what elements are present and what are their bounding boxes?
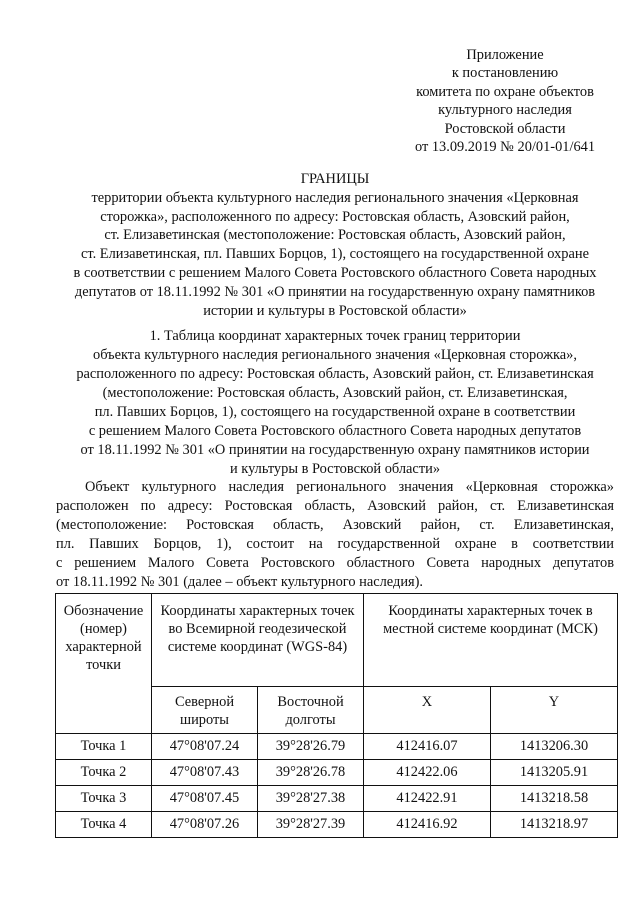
paragraph-line: расположен по адресу: Ростовская область, Азовский район, ст. Елизаветинская: [56, 498, 614, 514]
point-x: 412422.06: [364, 760, 491, 786]
appendix-line: комитета по охране объектов: [416, 83, 594, 100]
point-lat: 47°08'07.26: [152, 812, 258, 838]
section-line: расположенного по адресу: Ростовская область, Азовский район, ст. Елизаветинская: [76, 366, 594, 382]
title-line: в соответствии с решением Малого Совета Ростовского областного Совета народных: [73, 264, 597, 281]
header-x: X: [364, 687, 491, 734]
paragraph-line: с решением Малого Совета Ростовского областного Совета народных депутатов: [56, 555, 614, 571]
header-lon: Восточной долготы: [258, 687, 364, 734]
section-title: [40, 327, 630, 479]
section-line: и культуры в Ростовской области»: [229, 461, 441, 477]
appendix-line: от 13.09.2019 № 20/01-01/641: [414, 139, 596, 156]
paragraph-line: от 18.11.1992 № 301 (далее – объект культурного наследия).: [56, 574, 424, 590]
title-line: депутатов от 18.11.1992 № 301 «О принятии на государственную охрану памятников: [74, 283, 596, 300]
paragraph-line: Объект культурного наследия регионального значения «Церковная сторожка»: [85, 479, 614, 495]
point-name: Точка 4: [56, 812, 152, 838]
table-row: [56, 812, 618, 838]
title-line: территории объекта культурного наследия регионального значения «Церковная: [91, 189, 579, 206]
header-wgs: Координаты характерных точек во Всемирной геодезической системе координат (WGS-84): [152, 594, 364, 687]
point-lon: 39°28'26.79: [258, 734, 364, 760]
point-lon: 39°28'27.38: [258, 786, 364, 812]
section-line: объекта культурного наследия регионального значения «Церковная сторожка»,: [93, 347, 577, 363]
paragraph-line: пл. Павших Борцов, 1), состоит на государственной охране в соответствии: [56, 536, 614, 552]
point-y: 1413218.97: [491, 812, 618, 838]
document-heading: ГРАНИЦЫ: [300, 171, 370, 187]
point-y: 1413206.30: [491, 734, 618, 760]
appendix-line: к постановлению: [451, 65, 559, 82]
table-row: [56, 786, 618, 812]
point-x: 412416.07: [364, 734, 491, 760]
paragraph-line: (местоположение: Ростовская область, Азовский район, ст. Елизаветинская,: [56, 517, 614, 533]
title-block: [40, 170, 630, 320]
title-line: сторожка», расположенного по адресу: Ростовская область, Азовский район,: [100, 208, 570, 225]
point-lon: 39°28'27.39: [258, 812, 364, 838]
point-x: 412422.91: [364, 786, 491, 812]
appendix-line: культурного наследия: [438, 102, 572, 119]
point-name: Точка 3: [56, 786, 152, 812]
appendix-line: Ростовской области: [444, 120, 566, 137]
point-name: Точка 1: [56, 734, 152, 760]
coordinates-table: [55, 593, 618, 838]
header-lat: Северной широты: [152, 687, 258, 734]
point-y: 1413218.58: [491, 786, 618, 812]
section-line: (местоположение: Ростовская область, Азовский район, ст. Елизаветинская,: [102, 385, 568, 401]
point-x: 412416.92: [364, 812, 491, 838]
header-msk: Координаты характерных точек в местной системе координат (МСК): [364, 594, 618, 687]
table-header-row: [56, 594, 618, 687]
section-line: с решением Малого Совета Ростовского областного Совета народных депутатов: [88, 423, 582, 439]
table-row: [56, 760, 618, 786]
title-line: ст. Елизаветинская, пл. Павших Борцов, 1), состоящего на государственной охране: [81, 246, 589, 263]
section-line: пл. Павших Борцов, 1), состоящего на государственной охране в соответствии: [94, 404, 576, 420]
point-lat: 47°08'07.45: [152, 786, 258, 812]
appendix-line: Приложение: [466, 47, 544, 63]
point-name: Точка 2: [56, 760, 152, 786]
title-line: истории и культуры в Ростовской области»: [203, 302, 467, 319]
table-row: [56, 734, 618, 760]
point-lat: 47°08'07.43: [152, 760, 258, 786]
section-line: от 18.11.1992 № 301 «О принятии на государственную охрану памятников истории: [80, 442, 590, 458]
title-line: ст. Елизаветинская (местоположение: Ростовская область, Азовский район,: [104, 227, 566, 244]
point-y: 1413205.91: [491, 760, 618, 786]
point-lon: 39°28'26.78: [258, 760, 364, 786]
section-line: 1. Таблица координат характерных точек границ территории: [149, 328, 521, 344]
header-designation: Обозначение (номер) характерной точки: [56, 594, 152, 734]
appendix-block: [390, 46, 620, 156]
header-y: Y: [491, 687, 618, 734]
body-paragraph: [56, 478, 614, 592]
point-lat: 47°08'07.24: [152, 734, 258, 760]
